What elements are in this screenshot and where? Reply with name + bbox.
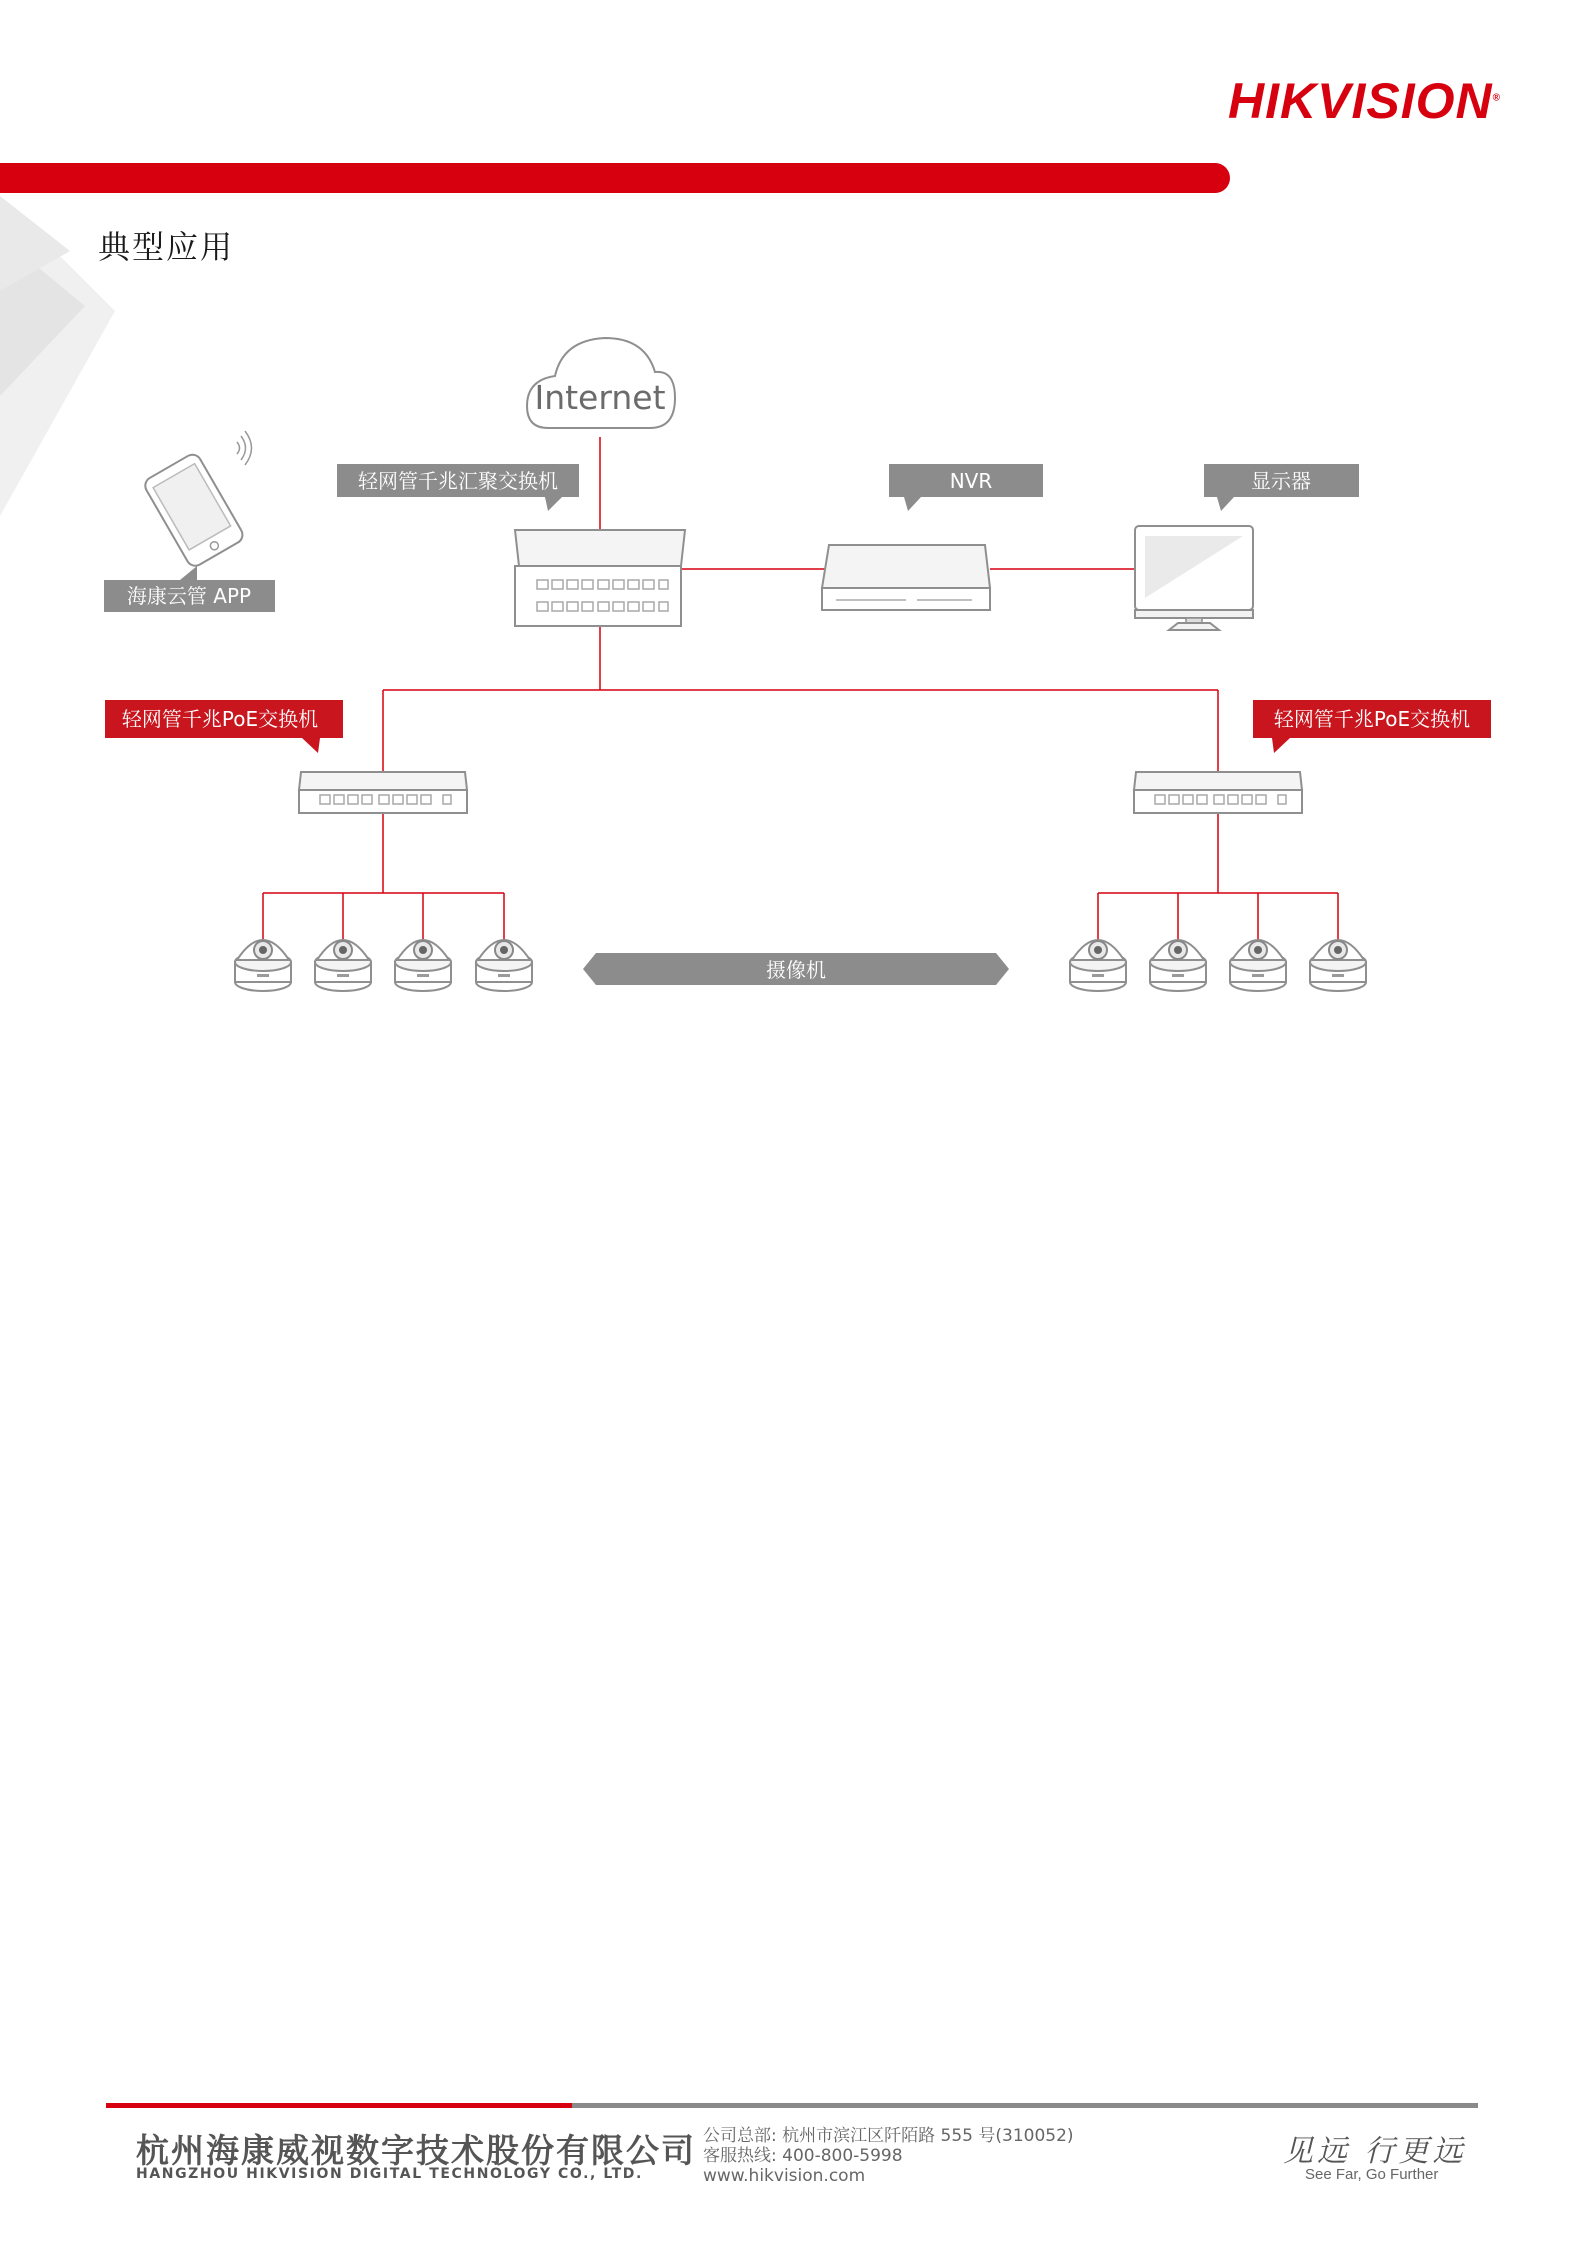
dome-camera-icon bbox=[395, 940, 451, 991]
address-line: 公司总部: 杭州市滨江区阡陌路 555 号(310052) bbox=[703, 2126, 1074, 2146]
link-lines bbox=[263, 437, 1338, 950]
contact-info bbox=[703, 2126, 1074, 2186]
dome-camera-icon bbox=[476, 940, 532, 991]
svg-text:轻网管千兆PoE交换机: 轻网管千兆PoE交换机 bbox=[121, 707, 319, 731]
label-poe-switch-left bbox=[105, 700, 343, 753]
label-app bbox=[104, 566, 275, 612]
svg-text:海康云管 APP: 海康云管 APP bbox=[126, 584, 252, 608]
section-title: 典型应用 bbox=[98, 228, 235, 266]
core-switch-icon bbox=[515, 530, 685, 626]
company-name-cn: 杭州海康威视数字技术股份有限公司 bbox=[136, 2131, 696, 2170]
cloud-label: Internet bbox=[534, 378, 666, 417]
footer-gray-line bbox=[572, 2103, 1478, 2108]
cloud-icon bbox=[527, 338, 675, 428]
camera-group-left bbox=[235, 940, 532, 991]
dome-camera-icon bbox=[1310, 940, 1366, 991]
svg-text:显示器: 显示器 bbox=[1251, 469, 1311, 493]
camera-group-right bbox=[1070, 940, 1366, 991]
dome-camera-icon bbox=[315, 940, 371, 991]
monitor-icon bbox=[1135, 526, 1253, 630]
brand-name: HIKVISION bbox=[1228, 73, 1493, 129]
svg-text:摄像机: 摄像机 bbox=[766, 958, 826, 982]
label-monitor bbox=[1204, 464, 1359, 511]
svg-text:轻网管千兆汇聚交换机: 轻网管千兆汇聚交换机 bbox=[358, 469, 558, 493]
registered-mark: ® bbox=[1492, 92, 1501, 104]
phone-icon bbox=[142, 451, 246, 569]
poe-switch-left-icon bbox=[299, 772, 467, 813]
hotline-line: 客服热线: 400-800-5998 bbox=[703, 2146, 903, 2166]
svg-text:轻网管千兆PoE交换机: 轻网管千兆PoE交换机 bbox=[1273, 707, 1471, 731]
label-poe-switch-right bbox=[1253, 700, 1491, 753]
poe-switch-right-icon bbox=[1134, 772, 1302, 813]
label-nvr bbox=[889, 464, 1043, 511]
slogan-cn: 见远 行更远 bbox=[1283, 2134, 1467, 2169]
slogan-en: See Far, Go Further bbox=[1305, 2166, 1439, 2183]
dome-camera-icon bbox=[1070, 940, 1126, 991]
nvr-icon bbox=[822, 545, 990, 610]
wifi-icon bbox=[237, 431, 252, 465]
label-core-switch bbox=[337, 464, 579, 511]
svg-text:NVR: NVR bbox=[949, 469, 993, 493]
company-name-en: HANGZHOU HIKVISION DIGITAL TECHNOLOGY CO., LTD. bbox=[136, 2166, 643, 2182]
dome-camera-icon bbox=[1150, 940, 1206, 991]
label-cameras bbox=[583, 953, 1009, 985]
website-link[interactable]: www.hikvision.com bbox=[703, 2166, 866, 2186]
dome-camera-icon bbox=[1230, 940, 1286, 991]
dome-camera-icon bbox=[235, 940, 291, 991]
footer-red-line bbox=[106, 2103, 572, 2108]
